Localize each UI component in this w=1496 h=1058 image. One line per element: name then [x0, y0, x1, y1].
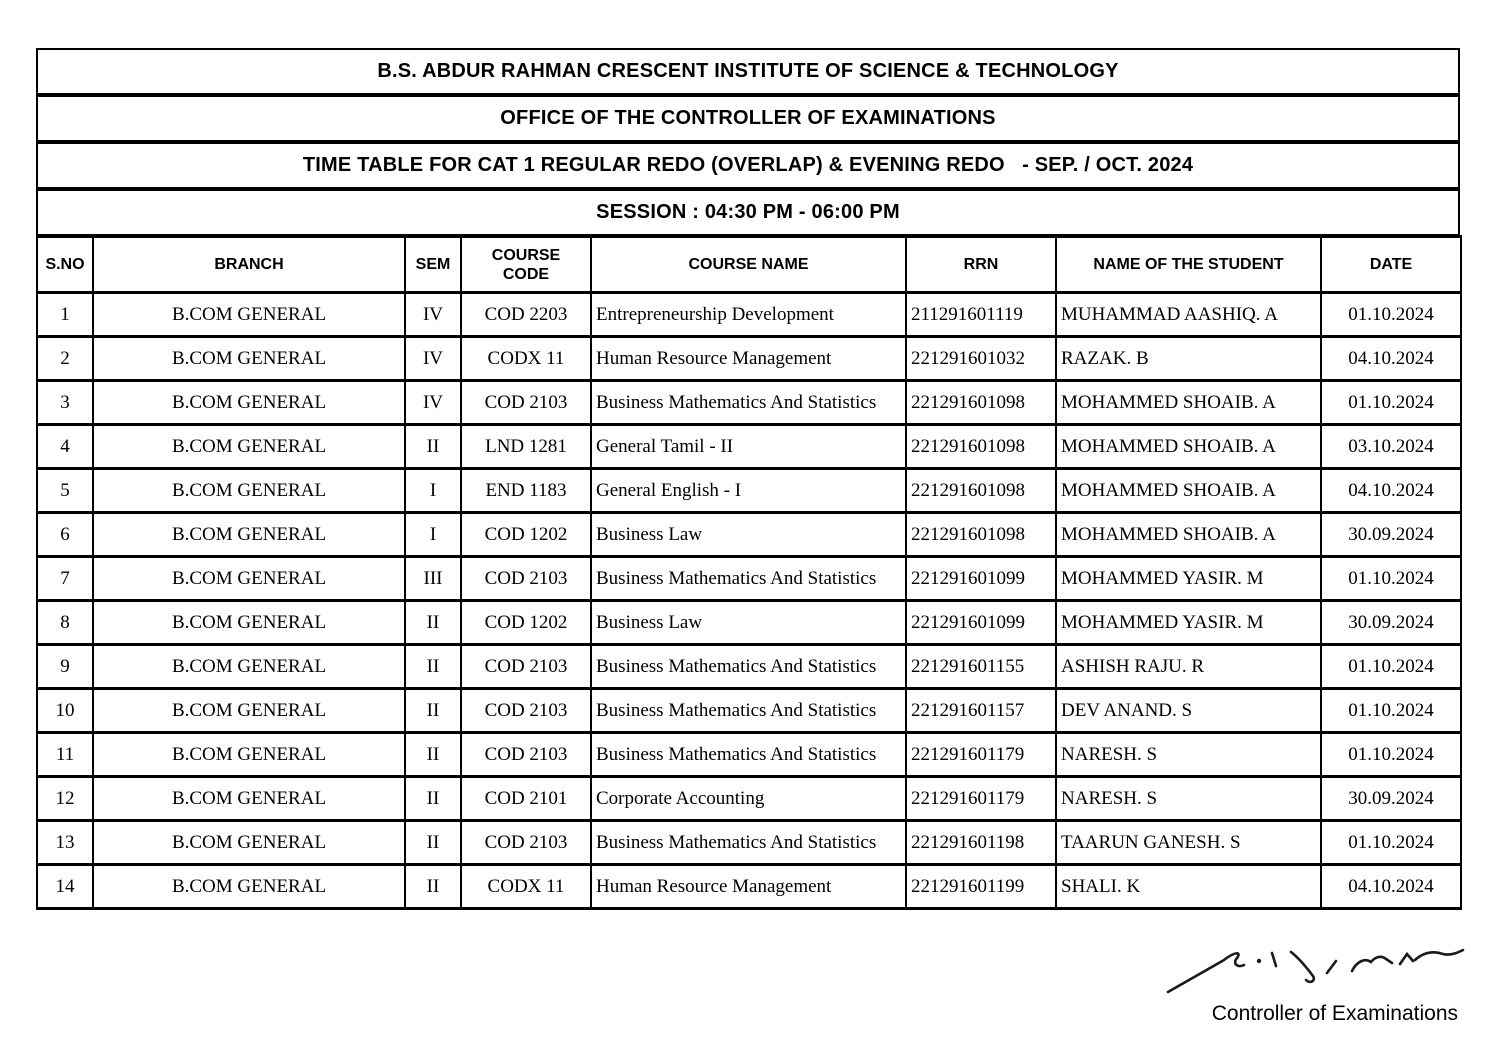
table-row [37, 821, 1461, 865]
cell-date: 01.10.2024 [1321, 293, 1461, 337]
cell-sno: 12 [37, 777, 93, 821]
table-row [37, 645, 1461, 689]
cell-rrn: 221291601157 [906, 689, 1056, 733]
cell-rrn: 221291601198 [906, 821, 1056, 865]
cell-course-name: General Tamil - II [591, 425, 906, 469]
table-row [37, 513, 1461, 557]
cell-date: 01.10.2024 [1321, 733, 1461, 777]
col-header-branch: BRANCH [93, 237, 405, 293]
cell-sem: I [405, 513, 461, 557]
cell-student-name: MOHAMMED SHOAIB. A [1056, 381, 1321, 425]
cell-date: 01.10.2024 [1321, 381, 1461, 425]
table-row [37, 777, 1461, 821]
col-header-course-code: COURSE CODE [461, 237, 591, 293]
cell-branch: B.COM GENERAL [93, 601, 405, 645]
col-header-student-name: NAME OF THE STUDENT [1056, 237, 1321, 293]
cell-date: 04.10.2024 [1321, 469, 1461, 513]
cell-sno: 8 [37, 601, 93, 645]
cell-branch: B.COM GENERAL [93, 689, 405, 733]
cell-sno: 14 [37, 865, 93, 909]
office-title: OFFICE OF THE CONTROLLER OF EXAMINATIONS [36, 95, 1460, 142]
cell-course-code: CODX 11 [461, 865, 591, 909]
cell-sem: II [405, 865, 461, 909]
cell-student-name: TAARUN GANESH. S [1056, 821, 1321, 865]
cell-course-name: Entrepreneurship Development [591, 293, 906, 337]
cell-course-code: COD 1202 [461, 513, 591, 557]
col-header-sno: S.NO [37, 237, 93, 293]
institute-title: B.S. ABDUR RAHMAN CRESCENT INSTITUTE OF SCIENCE & TECHNOLOGY [36, 48, 1460, 95]
table-row [37, 425, 1461, 469]
cell-rrn: 221291601098 [906, 381, 1056, 425]
cell-course-code: END 1183 [461, 469, 591, 513]
table-row [37, 865, 1461, 909]
cell-sem: IV [405, 337, 461, 381]
cell-sem: II [405, 689, 461, 733]
cell-course-name: Human Resource Management [591, 337, 906, 381]
cell-course-name: Corporate Accounting [591, 777, 906, 821]
cell-date: 03.10.2024 [1321, 425, 1461, 469]
cell-course-name: Business Mathematics And Statistics [591, 381, 906, 425]
cell-date: 30.09.2024 [1321, 601, 1461, 645]
cell-course-name: Human Resource Management [591, 865, 906, 909]
cell-sem: III [405, 557, 461, 601]
cell-rrn: 221291601098 [906, 469, 1056, 513]
cell-course-code: CODX 11 [461, 337, 591, 381]
cell-rrn: 221291601098 [906, 513, 1056, 557]
table-row [37, 601, 1461, 645]
cell-branch: B.COM GENERAL [93, 865, 405, 909]
table-row [37, 557, 1461, 601]
cell-sem: II [405, 777, 461, 821]
signature-block [36, 1002, 1460, 1026]
cell-course-name: Business Law [591, 513, 906, 557]
cell-sno: 5 [37, 469, 93, 513]
cell-course-name: Business Law [591, 601, 906, 645]
cell-rrn: 221291601179 [906, 733, 1056, 777]
col-header-sem: SEM [405, 237, 461, 293]
cell-date: 30.09.2024 [1321, 777, 1461, 821]
cell-course-code: COD 2103 [461, 821, 591, 865]
cell-date: 01.10.2024 [1321, 645, 1461, 689]
cell-rrn: 221291601099 [906, 601, 1056, 645]
cell-date: 04.10.2024 [1321, 865, 1461, 909]
cell-branch: B.COM GENERAL [93, 513, 405, 557]
cell-student-name: MOHAMMED YASIR. M [1056, 601, 1321, 645]
col-header-course-name: COURSE NAME [591, 237, 906, 293]
cell-rrn: 221291601032 [906, 337, 1056, 381]
cell-course-code: COD 2103 [461, 689, 591, 733]
document-page [36, 48, 1460, 910]
timetable-table [36, 235, 1462, 910]
cell-branch: B.COM GENERAL [93, 777, 405, 821]
signature-scribble [1160, 940, 1465, 1002]
cell-date: 01.10.2024 [1321, 689, 1461, 733]
cell-branch: B.COM GENERAL [93, 557, 405, 601]
cell-date: 30.09.2024 [1321, 513, 1461, 557]
cell-date: 01.10.2024 [1321, 821, 1461, 865]
cell-rrn: 211291601119 [906, 293, 1056, 337]
cell-rrn: 221291601098 [906, 425, 1056, 469]
cell-student-name: SHALI. K [1056, 865, 1321, 909]
cell-branch: B.COM GENERAL [93, 381, 405, 425]
cell-date: 04.10.2024 [1321, 337, 1461, 381]
timetable-title: TIME TABLE FOR CAT 1 REGULAR REDO (OVERLAP) & EVENING REDO - SEP. / OCT. 2024 [36, 142, 1460, 189]
col-header-date: DATE [1321, 237, 1461, 293]
cell-sno: 10 [37, 689, 93, 733]
cell-sno: 1 [37, 293, 93, 337]
cell-rrn: 221291601099 [906, 557, 1056, 601]
table-row [37, 689, 1461, 733]
cell-sno: 6 [37, 513, 93, 557]
cell-course-name: Business Mathematics And Statistics [591, 733, 906, 777]
cell-branch: B.COM GENERAL [93, 425, 405, 469]
cell-branch: B.COM GENERAL [93, 293, 405, 337]
cell-student-name: ASHISH RAJU. R [1056, 645, 1321, 689]
cell-course-code: COD 2203 [461, 293, 591, 337]
cell-sem: II [405, 821, 461, 865]
cell-sem: II [405, 645, 461, 689]
cell-student-name: RAZAK. B [1056, 337, 1321, 381]
cell-course-name: General English - I [591, 469, 906, 513]
table-row [37, 469, 1461, 513]
cell-sno: 2 [37, 337, 93, 381]
table-header-row [37, 237, 1461, 293]
cell-branch: B.COM GENERAL [93, 337, 405, 381]
cell-course-code: COD 2103 [461, 557, 591, 601]
cell-date: 01.10.2024 [1321, 557, 1461, 601]
session-title: SESSION : 04:30 PM - 06:00 PM [36, 189, 1460, 236]
cell-branch: B.COM GENERAL [93, 733, 405, 777]
cell-branch: B.COM GENERAL [93, 821, 405, 865]
cell-rrn: 221291601199 [906, 865, 1056, 909]
cell-branch: B.COM GENERAL [93, 469, 405, 513]
cell-sno: 4 [37, 425, 93, 469]
cell-course-code: COD 2103 [461, 733, 591, 777]
cell-sno: 11 [37, 733, 93, 777]
cell-sem: II [405, 425, 461, 469]
controller-signature-label: Controller of Examinations [1211, 1002, 1458, 1025]
cell-student-name: NARESH. S [1056, 777, 1321, 821]
cell-sno: 9 [37, 645, 93, 689]
cell-sem: II [405, 601, 461, 645]
cell-course-code: LND 1281 [461, 425, 591, 469]
cell-sno: 13 [37, 821, 93, 865]
cell-student-name: MOHAMMED YASIR. M [1056, 557, 1321, 601]
table-row [37, 293, 1461, 337]
cell-sem: I [405, 469, 461, 513]
table-row [37, 733, 1461, 777]
cell-sem: IV [405, 381, 461, 425]
cell-course-name: Business Mathematics And Statistics [591, 821, 906, 865]
cell-course-name: Business Mathematics And Statistics [591, 689, 906, 733]
cell-student-name: MOHAMMED SHOAIB. A [1056, 425, 1321, 469]
cell-sno: 7 [37, 557, 93, 601]
table-row [37, 381, 1461, 425]
cell-student-name: DEV ANAND. S [1056, 689, 1321, 733]
cell-course-name: Business Mathematics And Statistics [591, 557, 906, 601]
cell-student-name: NARESH. S [1056, 733, 1321, 777]
table-row [37, 337, 1461, 381]
cell-course-code: COD 2101 [461, 777, 591, 821]
cell-branch: B.COM GENERAL [93, 645, 405, 689]
col-header-rrn: RRN [906, 237, 1056, 293]
cell-rrn: 221291601179 [906, 777, 1056, 821]
cell-course-code: COD 2103 [461, 645, 591, 689]
cell-student-name: MUHAMMAD AASHIQ. A [1056, 293, 1321, 337]
cell-student-name: MOHAMMED SHOAIB. A [1056, 513, 1321, 557]
cell-course-code: COD 1202 [461, 601, 591, 645]
cell-student-name: MOHAMMED SHOAIB. A [1056, 469, 1321, 513]
cell-sem: IV [405, 293, 461, 337]
cell-course-code: COD 2103 [461, 381, 591, 425]
cell-sem: II [405, 733, 461, 777]
cell-rrn: 221291601155 [906, 645, 1056, 689]
cell-sno: 3 [37, 381, 93, 425]
cell-course-name: Business Mathematics And Statistics [591, 645, 906, 689]
